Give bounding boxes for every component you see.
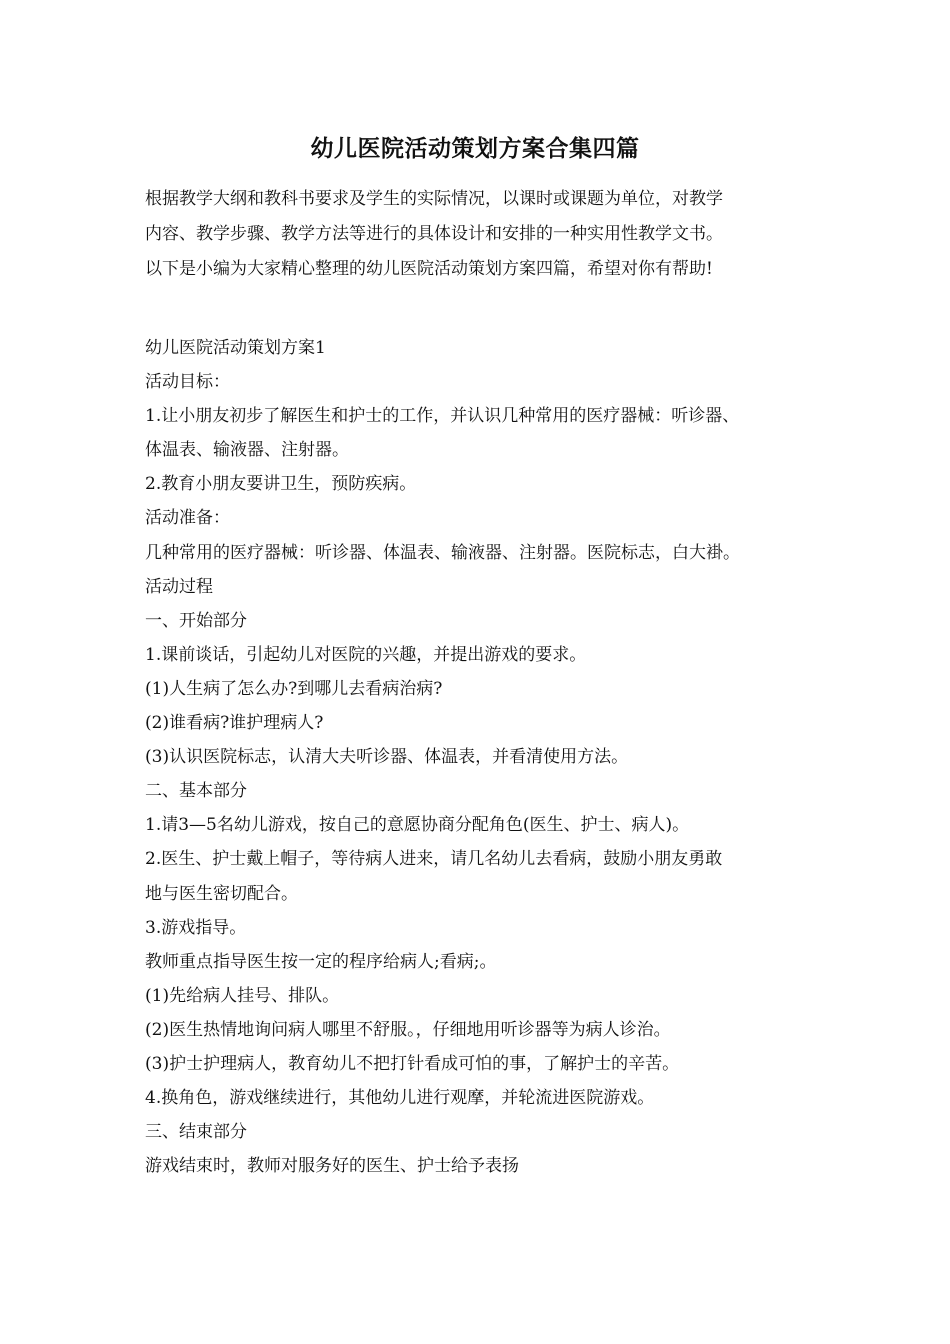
body-line: 2.教育小朋友要讲卫生，预防疾病。 bbox=[145, 474, 417, 495]
document-title: 幼儿医院活动策划方案合集四篇 bbox=[310, 135, 640, 162]
body-line: 活动准备： bbox=[145, 508, 230, 529]
section-heading: 幼儿医院活动策划方案1 bbox=[145, 338, 326, 358]
body-line: 教师重点指导医生按一定的程序给病人;看病;。 bbox=[145, 951, 497, 972]
body-line: (3)护士护理病人，教育幼儿不把打针看成可怕的事，了解护士的辛苦。 bbox=[145, 1053, 680, 1074]
body-line: 体温表、输液器、注射器。 bbox=[145, 440, 349, 461]
body-line: (1)先给病人挂号、排队。 bbox=[145, 985, 340, 1006]
body-line: 1.请3—5名幼儿游戏，按自己的意愿协商分配角色(医生、护士、病人)。 bbox=[145, 815, 690, 836]
body-line: 活动过程 bbox=[145, 576, 213, 597]
body-line: 1.让小朋友初步了解医生和护士的工作，并认识几种常用的医疗器械：听诊器、 bbox=[145, 406, 740, 427]
body-line: 游戏结束时，教师对服务好的医生、护士给予表扬 bbox=[145, 1156, 519, 1177]
body-line: 地与医生密切配合。 bbox=[145, 883, 298, 904]
intro-line: 内容、教学步骤、教学方法等进行的具体设计和安排的一种实用性教学文书。 bbox=[145, 224, 723, 244]
body-line: 二、基本部分 bbox=[145, 781, 247, 802]
body-line: 2.医生、护士戴上帽子，等待病人进来，请几名幼儿去看病，鼓励小朋友勇敢 bbox=[145, 849, 723, 870]
body-line: (2)医生热情地询问病人哪里不舒服。，仔细地用听诊器等为病人诊治。 bbox=[145, 1019, 671, 1040]
body-line: 一、开始部分 bbox=[145, 610, 247, 631]
body-line: (3)认识医院标志，认清大夫听诊器、体温表，并看清使用方法。 bbox=[145, 747, 629, 768]
body-line: 4.换角色，游戏继续进行，其他幼儿进行观摩，并轮流进医院游戏。 bbox=[145, 1088, 655, 1109]
body-line: 1.课前谈话，引起幼儿对医院的兴趣，并提出游戏的要求。 bbox=[145, 644, 587, 665]
body-line: (2)谁看病?谁护理病人? bbox=[145, 713, 324, 734]
body-line: (1)人生病了怎么办?到哪儿去看病治病? bbox=[145, 678, 443, 699]
document-body bbox=[145, 331, 835, 1183]
intro-line: 根据教学大纲和教科书要求及学生的实际情况，以课时或课题为单位，对教学 bbox=[145, 189, 723, 209]
intro-line: 以下是小编为大家精心整理的幼儿医院活动策划方案四篇，希望对你有帮助! bbox=[145, 259, 713, 279]
body-line: 三、结束部分 bbox=[145, 1122, 247, 1143]
body-line: 3.游戏指导。 bbox=[145, 917, 247, 938]
body-line: 活动目标： bbox=[145, 372, 230, 393]
intro-paragraph bbox=[145, 182, 825, 287]
body-line: 几种常用的医疗器械：听诊器、体温表、输液器、注射器。医院标志，白大褂。 bbox=[145, 542, 740, 563]
